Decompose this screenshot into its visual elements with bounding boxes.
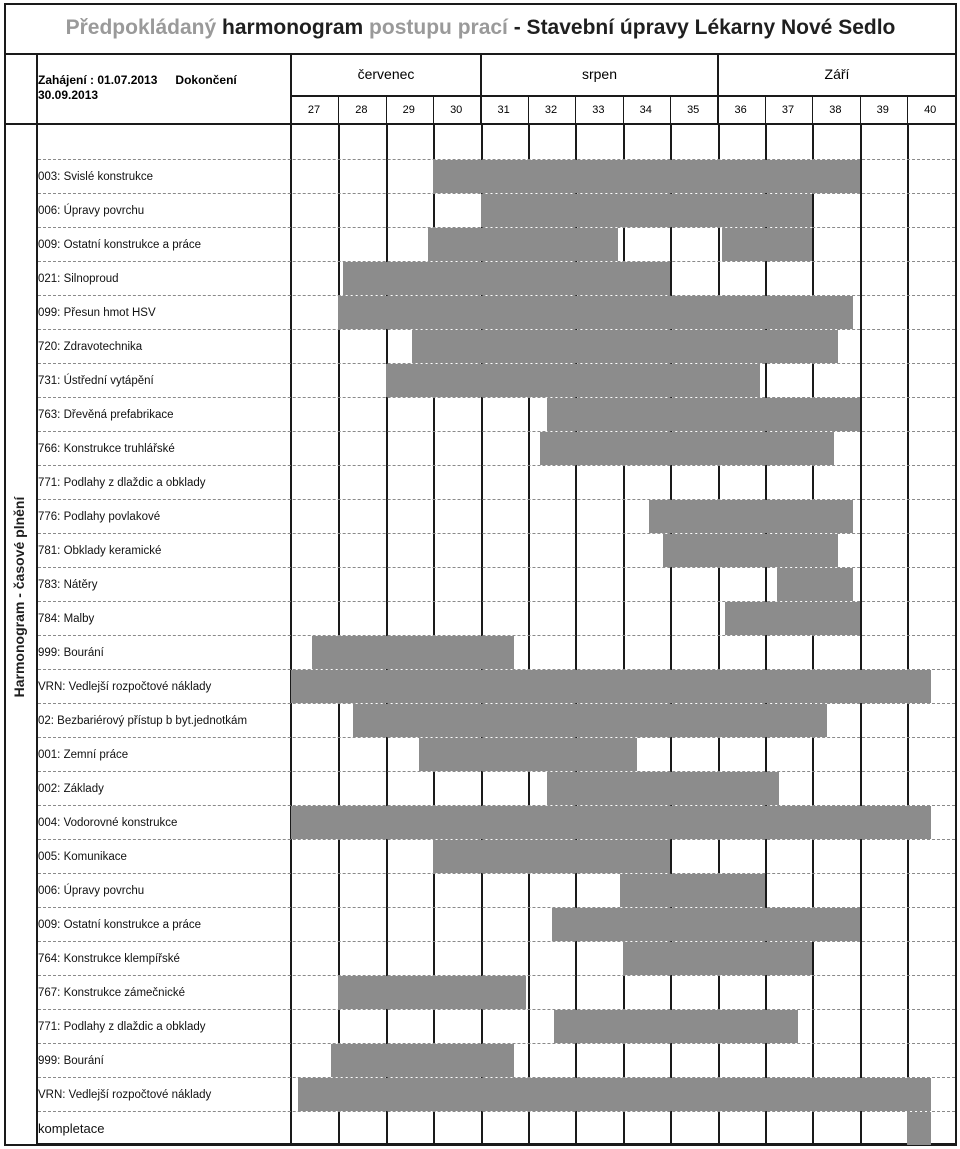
gantt-bar bbox=[547, 398, 860, 431]
gantt-bar bbox=[725, 602, 860, 635]
gantt-bar bbox=[433, 160, 860, 193]
task-label: 763: Dřevěná prefabrikace bbox=[38, 409, 174, 421]
task-label: 999: Bourání bbox=[38, 647, 104, 659]
month-label-july: červenec bbox=[357, 66, 415, 82]
row-separator bbox=[38, 941, 955, 942]
table-bottom-rule bbox=[38, 1143, 957, 1145]
title-part-4: - Stavební úpravy Lékarny Nové Sedlo bbox=[513, 16, 896, 39]
month-label-august: srpen bbox=[581, 66, 618, 82]
gantt-bar bbox=[547, 772, 779, 805]
week-divider-header bbox=[907, 97, 908, 124]
week-divider-header bbox=[860, 97, 861, 124]
row-separator bbox=[38, 1111, 955, 1112]
task-label: 776: Podlahy povlakové bbox=[38, 511, 161, 523]
gantt-bar bbox=[353, 704, 827, 737]
week-number: 31 bbox=[497, 104, 510, 116]
week-divider-header bbox=[528, 97, 529, 124]
task-label: 766: Konstrukce truhlářské bbox=[38, 443, 175, 455]
week-divider-header bbox=[386, 97, 387, 124]
task-label: VRN: Vedlejší rozpočtové náklady bbox=[38, 1089, 212, 1101]
end-date-label: Dokončení bbox=[175, 73, 237, 87]
gantt-bar bbox=[722, 228, 812, 261]
schedule-dates bbox=[38, 73, 237, 103]
week-number: 34 bbox=[639, 104, 652, 116]
gantt-bar bbox=[343, 262, 670, 295]
task-label: 021: Silnoproud bbox=[38, 273, 119, 285]
start-date-label: Zahájení : 01.07.2013 bbox=[38, 73, 158, 87]
gantt-bar bbox=[412, 330, 839, 363]
week-number: 32 bbox=[544, 104, 558, 116]
gantt-bar bbox=[620, 874, 765, 907]
gantt-bar bbox=[338, 976, 525, 1009]
gantt-bar bbox=[312, 636, 513, 669]
gantt-bar bbox=[433, 840, 670, 873]
task-label: VRN: Vedlejší rozpočtové náklady bbox=[38, 681, 212, 693]
task-label: 099: Přesun hmot HSV bbox=[38, 307, 156, 319]
task-label: 767: Konstrukce zámečnické bbox=[38, 987, 186, 999]
task-label: 02: Bezbariérový přístup b byt.jednotkám bbox=[38, 715, 248, 727]
week-divider-header bbox=[670, 97, 671, 124]
week-divider-header bbox=[338, 97, 339, 124]
week-number: 36 bbox=[734, 104, 747, 116]
gantt-bar bbox=[428, 228, 618, 261]
week-divider-header bbox=[623, 97, 624, 124]
task-label: 004: Vodorovné konstrukce bbox=[38, 817, 178, 829]
gantt-bar bbox=[291, 806, 931, 839]
week-divider-header bbox=[575, 97, 576, 124]
task-label: kompletace bbox=[38, 1121, 105, 1136]
week-number: 27 bbox=[307, 104, 321, 116]
task-label: 006: Úpravy povrchu bbox=[38, 205, 145, 217]
task-label: 009: Ostatní konstrukce a práce bbox=[38, 239, 202, 251]
gantt-bar bbox=[663, 534, 838, 567]
task-label: 731: Ústřední vytápění bbox=[38, 375, 154, 387]
task-label: 999: Bourání bbox=[38, 1055, 104, 1067]
gantt-bar bbox=[649, 500, 853, 533]
row-separator bbox=[38, 873, 955, 874]
timeline-left-border bbox=[290, 53, 292, 1145]
week-number: 37 bbox=[781, 104, 795, 116]
gantt-bar bbox=[331, 1044, 513, 1077]
task-label: 009: Ostatní konstrukce a práce bbox=[38, 919, 202, 931]
week-divider-header bbox=[812, 97, 813, 124]
gantt-bar bbox=[552, 908, 860, 941]
task-label: 001: Zemní práce bbox=[38, 749, 129, 761]
week-divider-header bbox=[718, 97, 719, 124]
week-number: 29 bbox=[402, 104, 415, 116]
task-label: 003: Svislé konstrukce bbox=[38, 171, 154, 183]
gantt-bar bbox=[481, 194, 813, 227]
gantt-bar bbox=[623, 942, 813, 975]
title-part-1: Předpokládaný bbox=[65, 16, 217, 39]
month-label-september: Září bbox=[824, 66, 850, 82]
week-divider-header bbox=[765, 97, 766, 124]
gantt-bar bbox=[298, 1078, 931, 1111]
week-number: 38 bbox=[829, 104, 842, 116]
week-number: 30 bbox=[450, 104, 463, 116]
row-separator bbox=[38, 1009, 955, 1010]
week-divider-header bbox=[433, 97, 434, 124]
task-label: 002: Základy bbox=[38, 783, 104, 795]
row-separator bbox=[38, 771, 955, 772]
gantt-bar bbox=[338, 296, 852, 329]
week-number: 35 bbox=[687, 104, 700, 116]
gantt-bar bbox=[419, 738, 637, 771]
task-label: 764: Konstrukce klempířské bbox=[38, 953, 180, 965]
page-title bbox=[4, 3, 957, 55]
task-label: 771: Podlahy z dlaždic a obklady bbox=[38, 1021, 206, 1033]
week-number: 28 bbox=[355, 104, 368, 116]
gantt-bar bbox=[540, 432, 834, 465]
title-part-2: harmonogram bbox=[222, 16, 364, 39]
week-divider-header bbox=[481, 97, 482, 124]
gantt-bar bbox=[554, 1010, 798, 1043]
task-label: 720: Zdravotechnika bbox=[38, 341, 143, 353]
week-number: 40 bbox=[924, 104, 937, 116]
task-label: 006: Úpravy povrchu bbox=[38, 885, 145, 897]
gantt-bar bbox=[907, 1112, 931, 1145]
gantt-bar bbox=[386, 364, 760, 397]
task-label: 784: Malby bbox=[38, 613, 95, 625]
task-label: 781: Obklady keramické bbox=[38, 545, 162, 557]
title-part-3: postupu prací bbox=[369, 16, 508, 39]
end-date-value: 30.09.2013 bbox=[38, 88, 99, 102]
gantt-bar bbox=[777, 568, 853, 601]
week-number: 39 bbox=[876, 104, 889, 116]
gantt-bar bbox=[291, 670, 931, 703]
row-separator bbox=[38, 465, 955, 466]
task-label: 771: Podlahy z dlaždic a obklady bbox=[38, 477, 206, 489]
task-label: 783: Nátěry bbox=[38, 579, 98, 591]
task-label: 005: Komunikace bbox=[38, 851, 127, 863]
side-label-text: Harmonogram - časové plnění bbox=[11, 496, 27, 698]
week-number: 33 bbox=[592, 104, 605, 116]
